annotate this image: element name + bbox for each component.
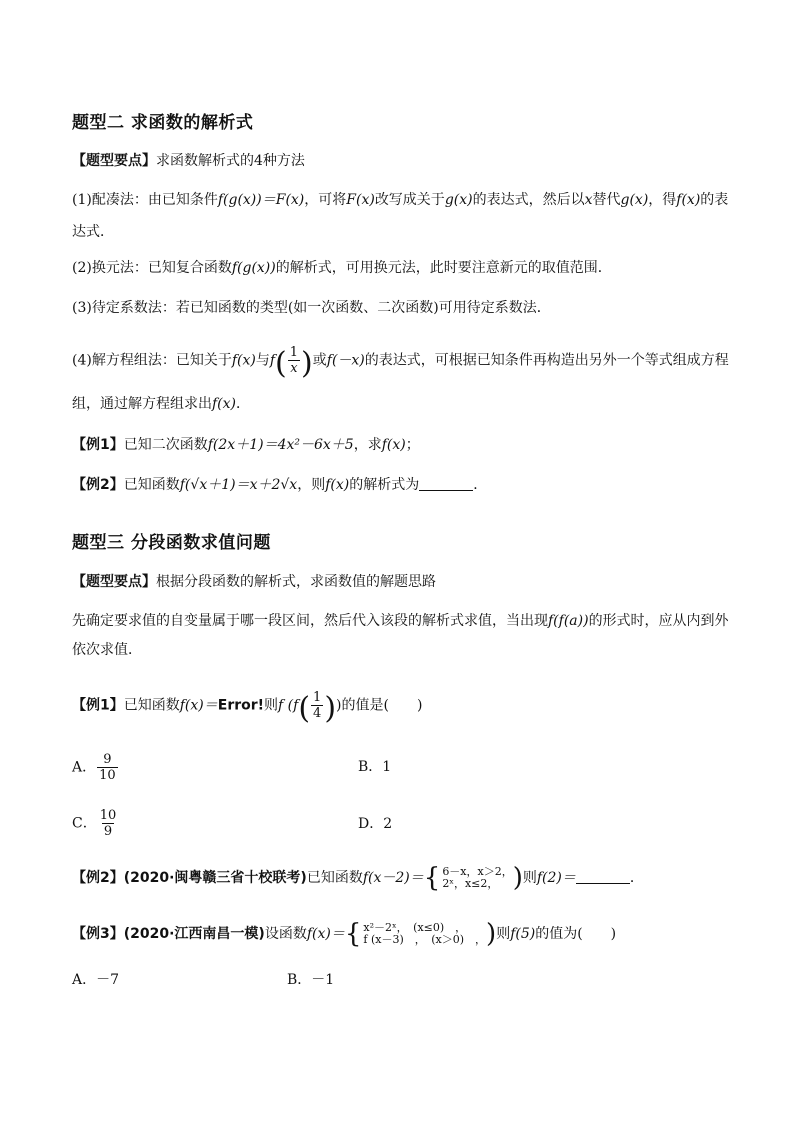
method-1-line2: 达式． [72, 224, 114, 240]
answer-blank-2 [576, 869, 630, 884]
s3-para: 先确定要求值的自变量属于哪一段区间，然后代入该段的解析式求值，当出现f(f(a))的形式时，应从内到外 [72, 613, 729, 629]
method-2: (2)换元法：已知复合函数f(g(x))的解析式，可用换元法，此时要注意新元的取值范围． [72, 260, 612, 276]
piecewise-cases-3: x²－2ˣ， (x≤0) ， f (x－3) ， (x＞0) ， [363, 921, 487, 946]
method-3: (3)待定系数法：若已知函数的类型(如一次函数、二次函数)可用待定系数法． [72, 300, 551, 316]
method-4-line2: 组，通过解方程组求出f(x)． [72, 396, 251, 412]
example-1-s3: 【例1】已知函数f(x)＝Error!则f (f( $\frac{1}{4}$ ))的值是( ) [72, 690, 423, 726]
option-d[interactable]: D．2 [358, 816, 393, 832]
fraction-1-over-x: $\frac{1}{x}$ [289, 345, 299, 376]
example-2-s3: 【例2】(2020·闽粤赣三省十校联考)已知函数f(x－2)＝{ 6－x，x＞2， 2ˣ，x≤2， )则f(2)＝ ． [72, 863, 644, 893]
option-a-3[interactable]: A．－7 [72, 972, 120, 988]
section-title-2: 题型二 求函数的解析式 [72, 113, 254, 133]
example-3-s3: 【例3】(2020·江西南昌一模)设函数f(x)＝{ x²－2ˣ， (x≤0) ， f (x－3) ， (x＞0) ， )则f(5)的值为( ) [72, 919, 617, 949]
section-title-3: 题型三 分段函数求值问题 [72, 533, 271, 553]
method-1: (1)配凑法：由已知条件f(g(x))＝F(x)，可将F(x)改写成关于g(x)的表达式，然后以x替代g(x)，得f(x)的表 [72, 192, 729, 208]
fraction-1-over-4: $\frac{1}{4}$ [313, 690, 322, 721]
piecewise-cases: 6－x，x＞2， 2ˣ，x≤2， [442, 865, 513, 890]
option-b-3[interactable]: B．－1 [287, 972, 335, 988]
key-points-3: 【题型要点】根据分段函数的解析式，求函数值的解题思路 [72, 574, 436, 590]
method-4: (4)解方程组法：已知关于f(x)与f( $\frac{1}{x}$ )或f(－x)的表达式，可根据已知条件再构造出另外一个等式组成方程 [72, 345, 729, 381]
example-1-s2: 【例1】已知二次函数f(2x＋1)＝4x²－6x＋5，求f(x)； [72, 437, 420, 453]
example-2-s2: 【例2】已知函数f(√x＋1)＝x＋2√x，则f(x)的解析式为 ． [72, 477, 488, 493]
option-c[interactable]: C． $\frac{10}{9}$ [72, 808, 117, 839]
option-a[interactable]: A． $\frac{9}{10}$ [72, 752, 116, 783]
option-b[interactable]: B．1 [358, 759, 392, 775]
key-points-2: 【题型要点】求函数解析式的4种方法 [72, 153, 305, 169]
answer-blank [419, 476, 473, 491]
s3-para-line2: 依次求值． [72, 642, 142, 658]
